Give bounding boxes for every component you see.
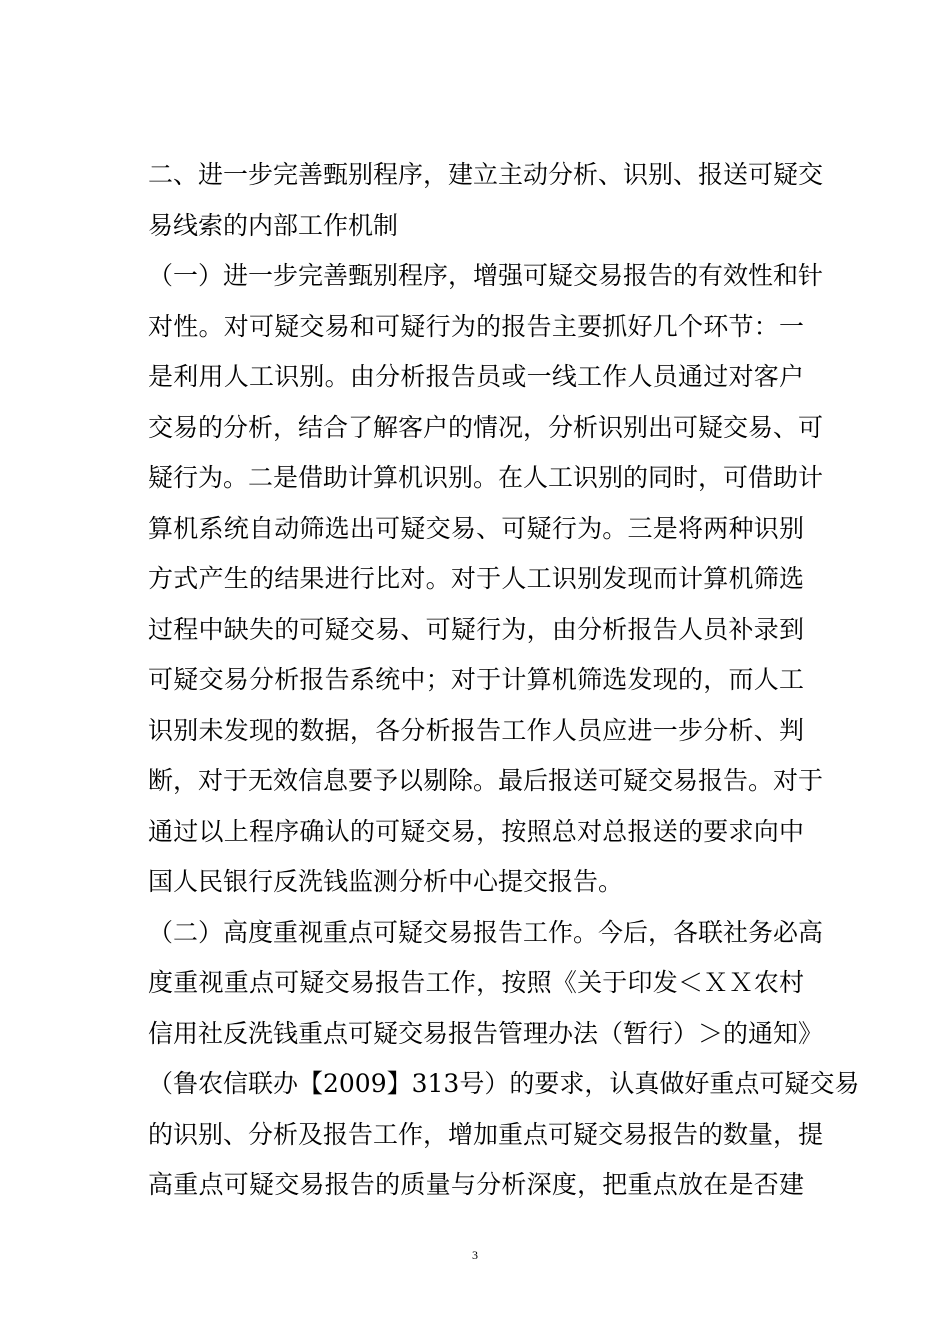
paragraph-line: 高重点可疑交易报告的质量与分析深度，把重点放在是否建: [148, 1170, 804, 1199]
body-text: [148, 150, 860, 1211]
paragraph-line: 的识别、分析及报告工作，增加重点可疑交易报告的数量，提: [148, 1119, 824, 1149]
page-number: 3: [472, 1248, 478, 1262]
section-heading-line-2: 易线索的内部工作机制: [148, 210, 399, 240]
section-heading-line-1: 二、进一步完善甄别程序，建立主动分析、识别、报送可疑交: [148, 160, 824, 189]
paragraph-line: 识别未发现的数据，各分析报告工作人员应进一步分析、判: [148, 715, 804, 745]
paragraph-line: 通过以上程序确认的可疑交易，按照总对总报送的要求向中: [148, 816, 804, 846]
paragraph-line: 度重视重点可疑交易报告工作，按照《关于印发＜ＸＸ农村: [148, 968, 804, 997]
paragraph-line: 是利用人工识别。由分析报告员或一线工作人员通过对客户: [148, 362, 804, 391]
paragraph-line: 算机系统自动筛选出可疑交易、可疑行为。三是将两种识别: [148, 513, 804, 543]
paragraph-line: 疑行为。二是借助计算机识别。在人工识别的同时，可借助计: [148, 463, 824, 492]
paragraph-line: 过程中缺失的可疑交易、可疑行为，由分析报告人员补录到: [148, 614, 804, 644]
paragraph-line: 对性。对可疑交易和可疑行为的报告主要抓好几个环节：一: [148, 311, 804, 341]
paragraph-line: 交易的分析，结合了解客户的情况，分析识别出可疑交易、可: [148, 412, 824, 442]
paragraph-line: 可疑交易分析报告系统中；对于计算机筛选发现的，而人工: [148, 665, 804, 694]
paragraph-line: 国人民银行反洗钱监测分析中心提交报告。: [148, 867, 624, 896]
paragraph-line: （一）进一步完善甄别程序，增强可疑交易报告的有效性和针: [148, 261, 824, 290]
paragraph-line: （二）高度重视重点可疑交易报告工作。今后，各联社务必高: [148, 917, 824, 947]
paragraph-line: 断，对于无效信息要予以剔除。最后报送可疑交易报告。对于: [148, 766, 824, 795]
paragraph-line: （鲁农信联办【2009】313号）的要求，认真做好重点可疑交易: [148, 1069, 860, 1098]
paragraph-line: 信用社反洗钱重点可疑交易报告管理办法（暂行）＞的通知》: [148, 1018, 824, 1048]
paragraph-line: 方式产生的结果进行比对。对于人工识别发现而计算机筛选: [148, 564, 804, 593]
